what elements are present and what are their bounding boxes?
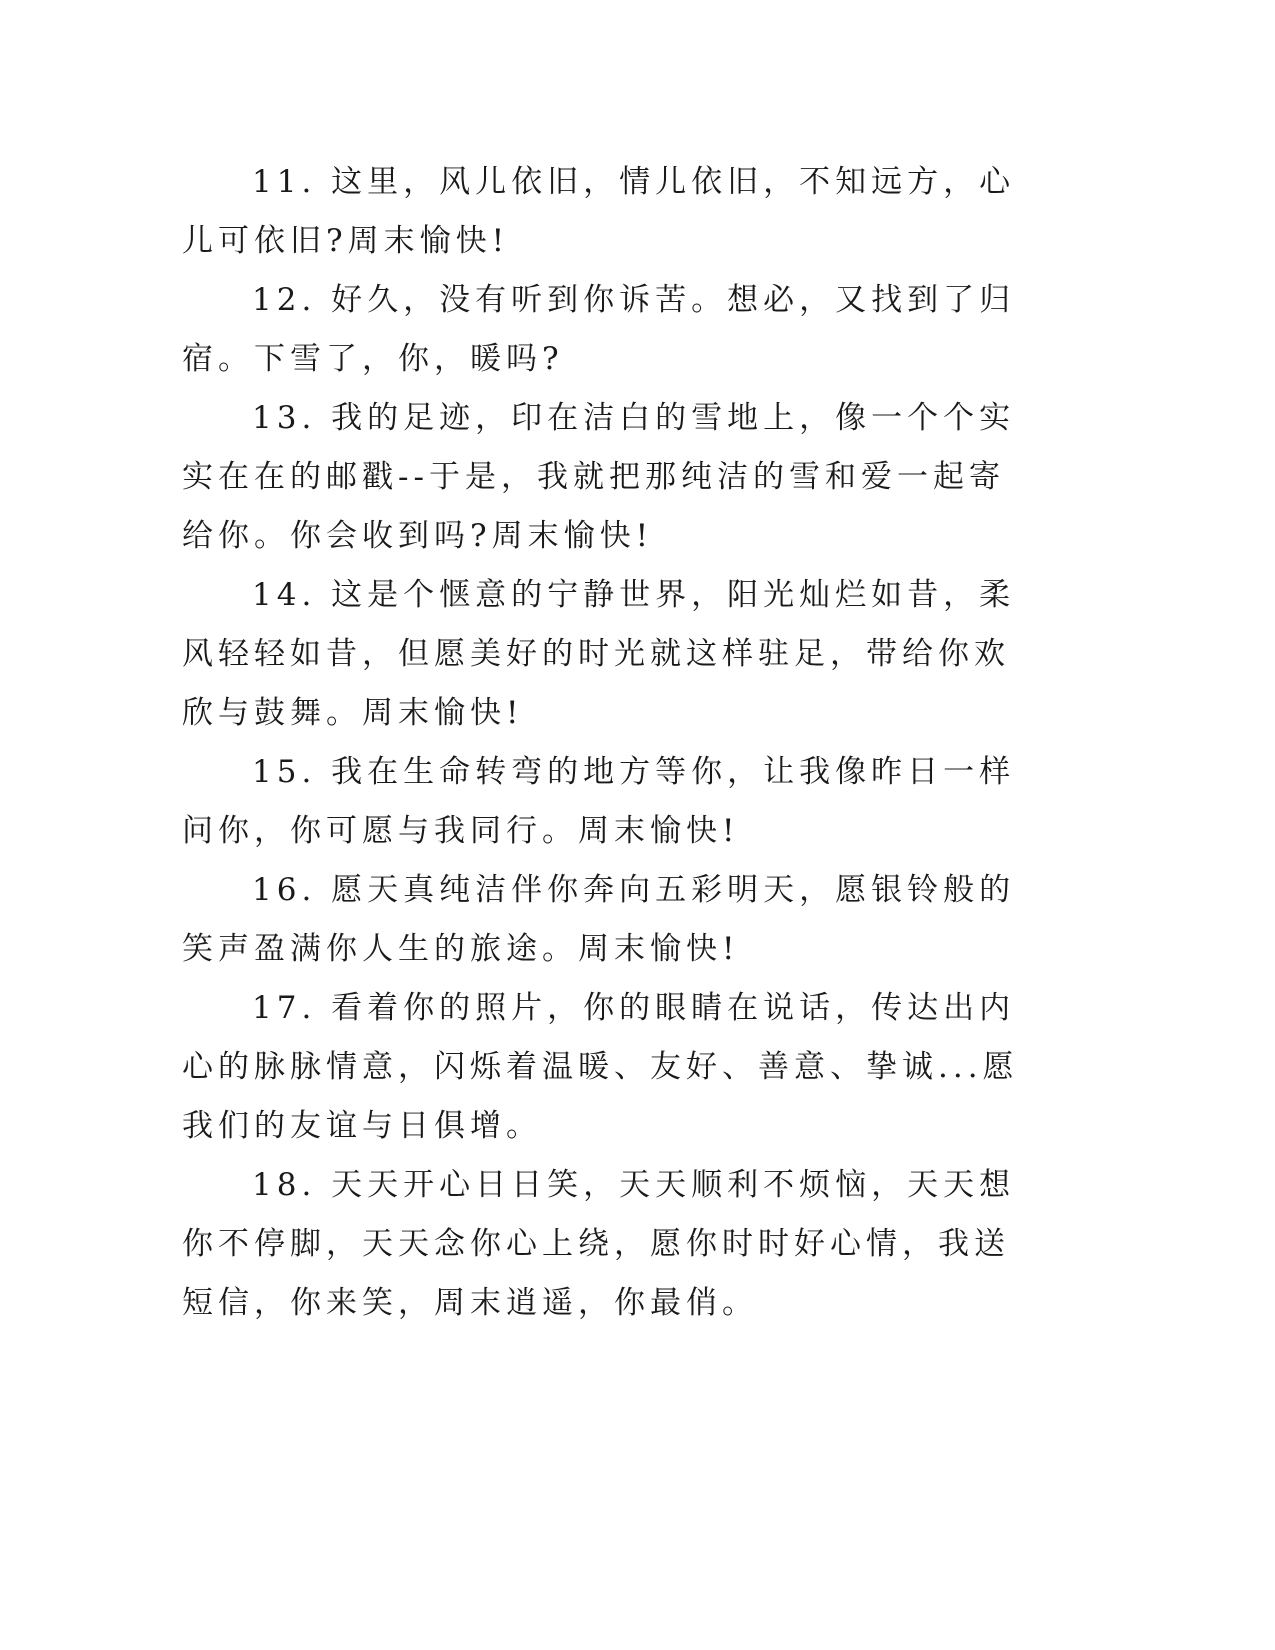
- paragraph-17: 17. 看着你的照片，你的眼睛在说话，传达出内心的脉脉情意，闪烁着温暖、友好、善意、挚诚...愿我们的友谊与日俱增。: [182, 990, 1019, 1144]
- paragraph-11: 11. 这里，风儿依旧，情儿依旧，不知远方，心儿可依旧?周末愉快!: [182, 164, 1016, 259]
- paragraph-16: 16. 愿天真纯洁伴你奔向五彩明天，愿银铃般的笑声盈满你人生的旅途。周末愉快!: [182, 872, 1016, 967]
- paragraph-14: 14. 这是个惬意的宁静世界，阳光灿烂如昔，柔风轻轻如昔，但愿美好的时光就这样驻足，带给你欢欣与鼓舞。周末愉快!: [182, 577, 1016, 731]
- document-body: [182, 153, 1032, 1333]
- paragraph-13: 13. 我的足迹，印在洁白的雪地上，像一个个实实在在的邮戳--于是，我就把那纯洁的雪和爱一起寄给你。你会收到吗?周末愉快!: [182, 400, 1016, 554]
- paragraph-12: 12. 好久，没有听到你诉苦。想必，又找到了归宿。下雪了，你，暖吗?: [182, 282, 1016, 377]
- paragraph-15: 15. 我在生命转弯的地方等你，让我像昨日一样问你，你可愿与我同行。周末愉快!: [182, 754, 1016, 849]
- paragraph-18: 18. 天天开心日日笑，天天顺利不烦恼，天天想你不停脚，天天念你心上绕，愿你时时好心情，我送短信，你来笑，周末逍遥，你最俏。: [182, 1167, 1016, 1321]
